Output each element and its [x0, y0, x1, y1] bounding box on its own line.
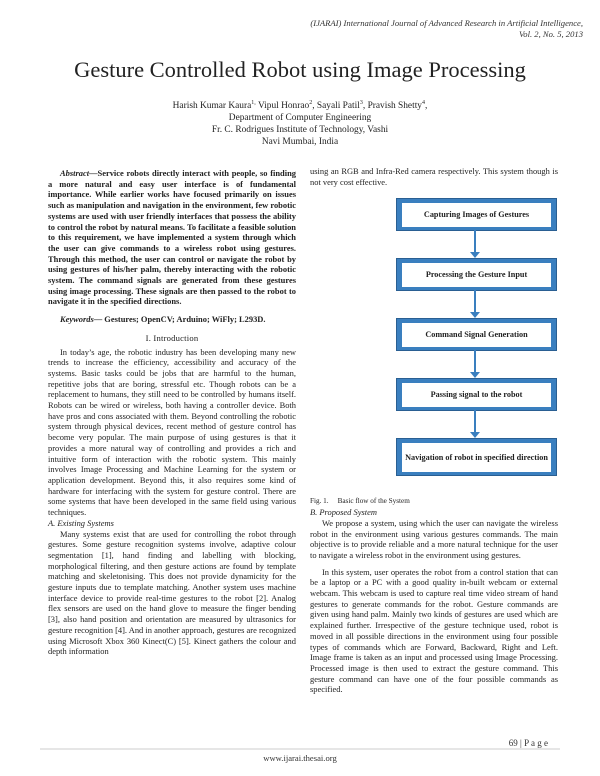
author-names: Harish Kumar Kaura$^{1,}$ Vipul Honrao$^2$, Sayali Patil$^3$, Pravish Shetty$^4$, — [172, 100, 428, 112]
flow-box-command: Command Signal Generation — [396, 318, 557, 351]
proposed-paragraph-1: We propose a system, using which the user can navigate the wireless robot in the environment using various gestures commands. The main objective is to provide reliable and a more natural technique for the user to navigate a wireless robot in the environment using gestures. — [310, 517, 558, 560]
flow-arrow-2 — [474, 290, 476, 312]
existing-paragraph: Many systems exist that are used for controlling the robot through gestures. Some gesture recognition systems involve, adaptive colour segmentation [1], hand finding and labelling with blocking, morphological filtering, and then gesture actions are found by template matching and skeletonising. This does not provide dynamicity for the gesture inputs due to template matching. Another system uses machine interface device to provide real-time gestures to the robot [2]. Analog flex sensors are used on the hand glove to measure the finger bending [3], also hand position and orientation are measured by ultrasonics for gesture recognition [4]. And in another approach, gestures are recognized using Microsoft Xbox 360 Kinect(C) [5]. Kinect gathers the colour and depth information — [48, 528, 296, 657]
journal-volume: Vol. 2, No. 5, 2013 — [519, 29, 583, 39]
journal-header — [310, 18, 583, 40]
flow-box-process: Processing the Gesture Input — [396, 258, 557, 291]
section-heading-introduction: I. Introduction — [145, 332, 199, 343]
abstract: Abstract—Service robots directly interact with people, so finding a more natural and easy user interface is of fundamental importance. While earlier works have focused primarily on issues such as manipulation and navigation in the environment, few robotic systems are used with user friendly interfaces that possess the ability to control the robot by natural means. To facilitate a feasible solution to this requirement, we have implemented a system through which the user can give commands to a wireless robot using gestures. Through this method, the user can control or navigate the robot by using gestures of his/her palm, thereby interacting with the robotic system. The command signals are generated from these gestures using image processing. These signals are then passed to the robot to navigate it in the specified directions. — [48, 168, 296, 307]
flow-arrow-4 — [474, 410, 476, 432]
subsection-heading-existing: A. Existing Systems — [48, 517, 114, 528]
flow-box-navigate: Navigation of robot in specified direction — [396, 438, 557, 476]
flow-arrow-1 — [474, 230, 476, 252]
flow-box-capture: Capturing Images of Gestures — [396, 198, 557, 231]
footer-rule — [0, 748, 600, 751]
left-column — [48, 168, 296, 657]
flow-arrow-3 — [474, 350, 476, 372]
author-block — [0, 97, 600, 148]
journal-name: (IJARAI) International Journal of Advanced Research in Artificial Intelligence, — [310, 18, 583, 28]
flow-diagram — [310, 198, 558, 496]
author-department: Department of Computer Engineering — [228, 113, 372, 124]
footer-url: www.ijarai.thesai.org — [263, 753, 337, 763]
author-institute: Fr. C. Rodrigues Institute of Technology, Vashi — [211, 125, 389, 136]
subsection-heading-proposed: B. Proposed System — [310, 507, 377, 518]
continued-paragraph: using an RGB and Infra-Red camera respectively. This system though is not very cost effective. — [310, 166, 558, 187]
figure-caption: Fig. 1. Basic flow of the System — [310, 497, 410, 506]
proposed-paragraph-2: In this system, user operates the robot from a control station that can be a laptop or a PC with a good quality in-built webcam or external webcam. This webcam is used to capture real time video stream of hand gestures to generate commands for the robot. Gesture commands are given using hand palm. Mainly two kinds of gestures are used which are explained further. Irrespective of the gesture technique used, robot is moved in all possible directions in the environment using four possible types of commands which are Forward, Backward, Right and Left. Image frame is taken as an input and processed using Image Processing. Processed image is then used to extract the gesture command. This gesture command can have one of the four possible commands as specified. — [310, 566, 558, 695]
paper-title: Gesture Controlled Robot using Image Processing — [74, 57, 526, 82]
page-number: 69 | P a g e — [508, 738, 548, 748]
flow-box-pass: Passing signal to the robot — [396, 378, 557, 411]
author-city: Navi Mumbai, India — [261, 137, 339, 148]
right-column — [310, 166, 558, 695]
intro-paragraph: In today’s age, the robotic industry has been developing many new trends to increase the efficiency, accessibility and accuracy of the systems. Basic tasks could be jobs that are harmful to the human, repetitive jobs that are boring, stressful etc. Though robots can be a replacement to humans, they still need to be controlled by humans itself. Robots can be wired or wireless, both having a controller device. Both have pros and cons associated with them. Beyond controlling the robotic system through physical devices, recent method of gesture control has become very popular. The main purpose of using gestures is that it provides a more natural way of controlling and provides a rich and intuitive form of interaction with the robotic system. This mainly involves Image Processing and Machine Learning for the system or application development. Beyond this, it also requires some kind of hardware for interfacing with the system for gesture control. There are some systems that have been developed in the same field using various techniques. — [48, 346, 296, 518]
keywords: Keywords— Gestures; OpenCV; Arduino; WiFly; L293D. — [60, 314, 266, 325]
